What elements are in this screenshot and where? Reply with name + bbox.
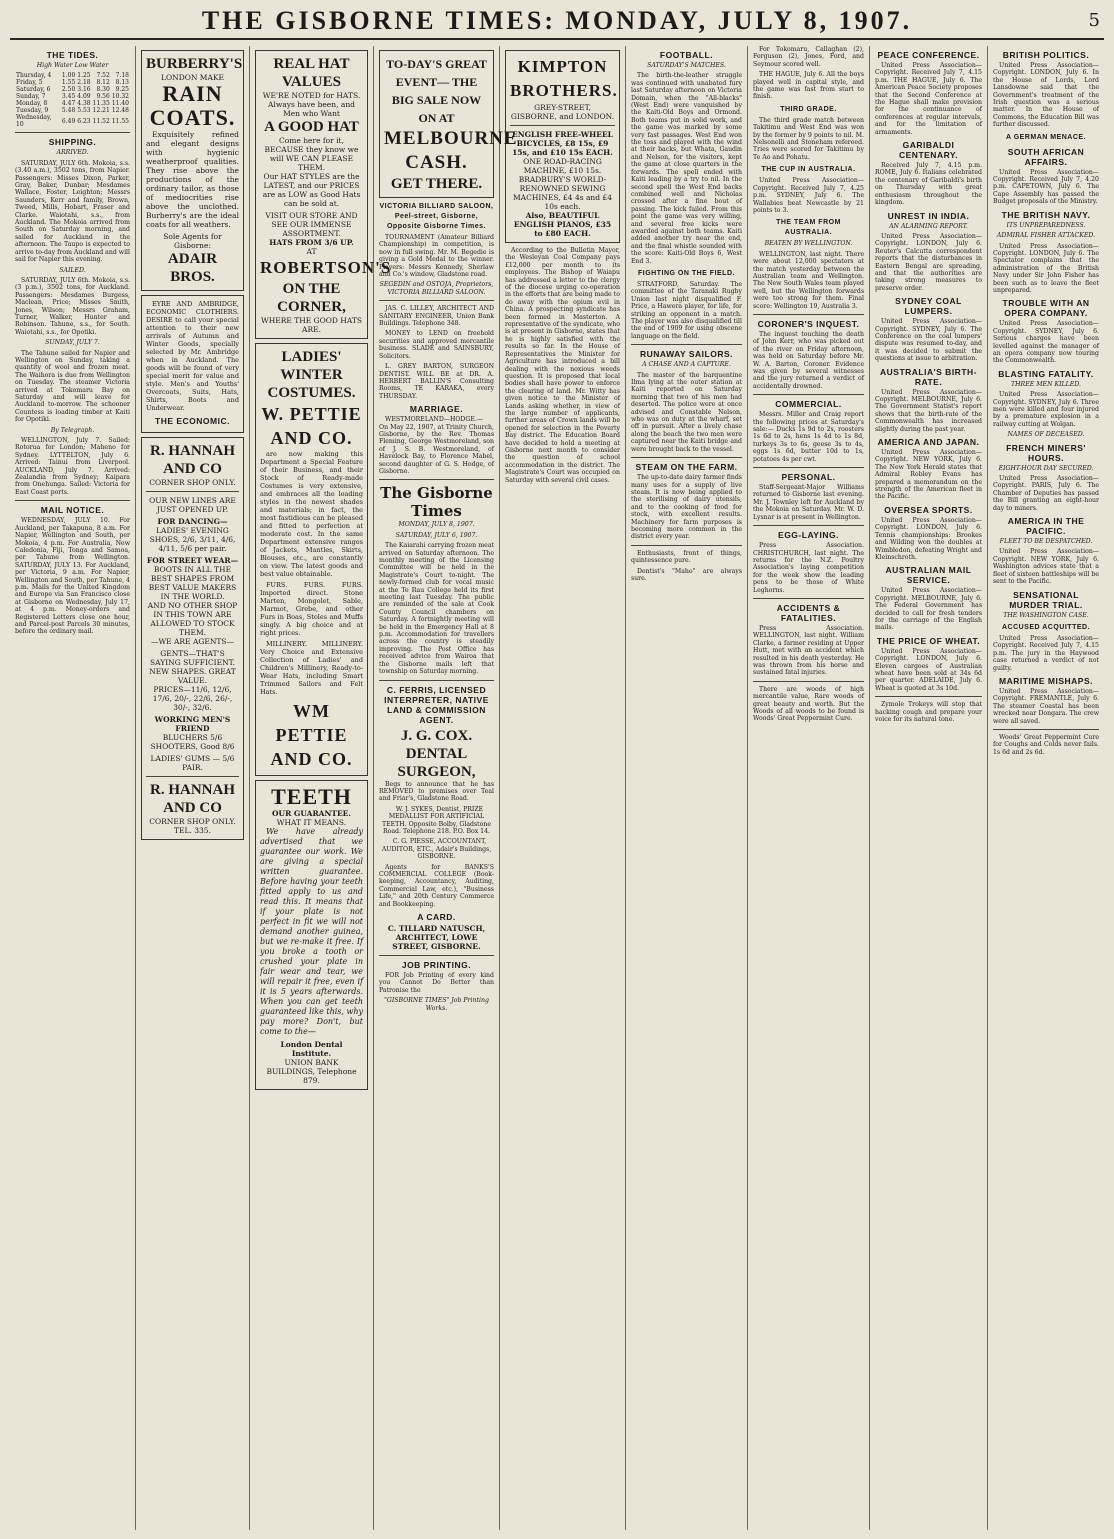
inquest-text: The inquest touching the death of John Kerr, who was picked out of the river on Friday afternoon, was held on Saturday before Mr. W. A. Barton, Coroner. Evidence was given by several witnesses and the jury returned a verdict of accidentally drowned. <box>753 330 864 390</box>
beaten-text: WELLINGTON, last night. There were about 12,000 spectators at the match yesterday between the Australian team and Wellington. The New South Wales team played well, but the Wellington forwards were too strong for them. Final score: Wellington 19, Australia 3. <box>753 250 864 310</box>
pianos-line: Also, BEAUTIFUL ENGLISH PIANOS, £35 to £80 EACH. <box>513 211 612 238</box>
fighting-text: STRATFORD, Saturday. The committee of the Taranaki Rugby Union last night disqualified F. Price, a Hawera player, for life, for striking an opponent in a match. The player was also disqualified till the end of 1909 for using obscene language on the field. <box>631 280 742 340</box>
melbourne-cash: MELBOURNE CASH. <box>384 128 518 173</box>
page-number: 5 <box>1088 10 1100 31</box>
piesse-ad: C. G. PIESSE, ACCOUNTANT, AUDITOR, ETC., Adair's Buildings, GISBORNE. <box>381 838 492 861</box>
jgcox-text: Begs to announce that he has REMOVED to premises over Teal and Friar's, Gladstone Road. <box>379 780 494 803</box>
economic-label: THE ECONOMIC. <box>155 416 230 426</box>
hannah-line: BLUCHERS 5/6 <box>162 733 223 742</box>
table-row: Friday, 5 1.55 2.18 8.12 8.13 <box>16 79 129 87</box>
hannah-line: LADIES' EVENING SHOES, 2/6, 3/11, 4/6, 4/11, 5/6 per pair. <box>149 526 236 553</box>
lilley-notice: JAS. C. LILLEY, ARCHITECT AND SANITARY ENGINEER, Union Bank Buildings. Telephone 348. <box>379 305 494 328</box>
times-title: The Gisborne Times <box>380 484 493 521</box>
hannah-subtitle: CORNER SHOP ONLY. <box>149 478 236 487</box>
teeth-title: TEETH <box>271 784 352 809</box>
maritime-heading: MARITIME MISHAPS. <box>999 675 1093 686</box>
hannah-line: FOR STREET WEAR— <box>146 556 239 565</box>
pacific-heading: AMERICA IN THE PACIFIC. <box>1007 516 1085 537</box>
card-heading: A CARD. <box>417 912 456 922</box>
sports-heading: OVERSEA SPORTS. <box>884 504 973 515</box>
barton-notice: L. GREY BARTON, SURGEON DENTIST. WILL BE at DR. A. HERBERT BALLIN'S Consulting Rooms, TE KARAKA, every THURSDAY. <box>379 363 494 400</box>
football-subheading: SATURDAY'S MATCHES. <box>647 62 726 69</box>
teeth-text: We have already advertised that we guarantee our work. We are giving a special written guarantee. Before having your teeth fitted apply to us and read this. It means that if your plate is not perfect in fit we will not demand another guinea, but we re-make it free. If you broke a tooth or crushed your plate in fair wear and tear, we will repair it free, even if it is 5 years afterwards. When you can get teeth guaranteed like this, why pay more? Don't, but come to the— <box>260 827 364 1036</box>
column-9 <box>988 46 1104 1530</box>
hats-line: WE'RE NOTED for HATS. Always have been, and Men who Want <box>262 91 361 118</box>
football-heading: FOOTBALL. <box>659 50 714 60</box>
peppermint-cure-ad: Woods' Great Peppermint Cure for Coughs and Colds never fails. 1s 6d and 2s 6d. <box>993 733 1099 756</box>
teeth-guarantee: OUR GUARANTEE. <box>272 809 351 818</box>
teeth-institute: London Dental Institute. <box>280 1040 343 1058</box>
enthusiast-line: Enthusiasts, front of things, quintessence pure. <box>631 549 742 565</box>
masthead <box>10 4 1104 40</box>
tides-subheading: High Water Low Water <box>36 62 109 69</box>
fighting-heading: FIGHTING ON THE FIELD. <box>638 269 735 277</box>
sunday-heading: SUNDAY, JULY 7. <box>45 339 100 347</box>
peace-text: United Press Association—Copyright. Received July 7, 4.15 p.m. THE HAGUE, July 6. The American Peace Society proposes that the Second Conference at the Hague shall make provision for the continuance of conferences at regular intervals, and for the limitation of armaments. <box>875 62 982 136</box>
runaway-heading: RUNAWAY SAILORS. <box>639 349 734 360</box>
birth-rate-heading: AUSTRALIA'S BIRTH-RATE. <box>880 366 977 387</box>
mail-notice-heading: MAIL NOTICE. <box>40 505 105 516</box>
lumpers-heading: SYDNEY COAL LUMPERS. <box>895 296 962 317</box>
south-africa-heading: SOUTH AFRICAN AFFAIRS. <box>1007 146 1085 167</box>
runaway-subheading: A CHASE AND A CAPTURE. <box>642 361 731 369</box>
saloon-heading: VICTORIA BILLIARD SALOON, Peel-street, Gisborne, Opposite Gisborne Times. <box>379 203 494 230</box>
egg-laying-heading: EGG-LAYING. <box>778 530 839 541</box>
arrived-text: SATURDAY, JULY 6th. Mokoia, s.s. (3.40 a.m.), 3502 tons, from Napier. Passengers: Misses Dixon, Parker, Gray, Baker, Dunbar; Mesdames Wallace, Foster, Leighton; Messrs Saunders, Kerr and family, Brown, Tweed, Mills, Hobart, Fraser and Clarke. Waiotahi, s.s., from Auckland. The Mokoia arrived from South on Saturday morning, and sailed for Auckland in the afternoon. The Taupo is expected to arrive to-day from Auckland and will sail for Napier this evening. <box>15 159 131 264</box>
america-japan-text: United Press Association—Copyright. NEW YORK, July 6. The New York Herald states that Admiral Robley Evans has prepared a memorandum on the strength of the American fleet in the Pacific. <box>875 449 982 501</box>
mail-service-text: United Press Association—Copyright. MELBOURNE, July 6. The Federal Government has decided to call for fresh tenders for the carriage of the English mails. <box>875 587 982 632</box>
saloon-text: TOURNAMENT (Amateur Billiard Championship) in competition, is now in full swing. Mr. M. Begedie is giving a Gold Medal to the winner. Players: Messrs Kennedy, Sherlaw and Co.'s window, Gladstone road. <box>379 234 494 279</box>
garibaldi-text: Received July 7, 4.15 p.m. ROME, July 6. Italians celebrated the centenary of Garibaldi's birth on Thursday with great enthusiasm throughout the kingdom. <box>875 162 982 207</box>
navy-subheading: ITS UNPREPAREDNESS. <box>1006 221 1086 229</box>
pettie-name-2: WM PETTIE AND CO. <box>270 701 353 769</box>
cup-text: United Press Association—Copyright. Received July 7, 4.25 p.m. SYDNEY, July 6. The Wallabies beat Newcastle by 21 points to 3. <box>753 177 864 214</box>
ladies-heading: LADIES' WINTER COSTUMES. <box>267 349 356 401</box>
commercial-heading: COMMERCIAL. <box>775 399 842 410</box>
burberry-agent: ADAIR BROS. <box>167 251 218 285</box>
marriage-text: WESTMORELAND—HODGE.— On May 22, 1907, at Trinity Church, Gisborne, by the Rev. Thomas Fleming, George Westmoreland, son of J. S. B. Westmoreland, of Havelock Bay, to Florence Mabel, second daughter of G. S. Hodge, of Gisborne. <box>379 416 494 475</box>
birth-rate-text: United Press Association—Copyright. MELBOURNE, July 6. The Government Statist's report shows that the birth-rate of the Commonwealth has increased slightly during the past year. <box>875 388 982 433</box>
hats-line: VISIT OUR STORE AND SEE OUR IMMENSE ASSORTMENT. <box>265 211 358 238</box>
hannah-ad <box>141 437 244 840</box>
accidents-text: Press Association. WELLINGTON, last night. William Clarke, a farmer residing at Upper Hutt, met with an accident which resulted in his death yesterday. He was thrown from his horse and sustained fatal injuries. <box>753 624 864 677</box>
job-printing-heading: JOB PRINTING. <box>401 960 472 970</box>
steam-heading: STEAM ON THE FARM. <box>635 462 738 473</box>
column-7 <box>748 46 870 1530</box>
hats-ad <box>255 50 392 339</box>
ferris-ad: C. FERRIS, LICENSED INTERPRETER, NATIVE LAND & COMMISSION AGENT. <box>384 684 489 725</box>
burberry-agent-label: Sole Agents for Gisborne: <box>163 232 222 250</box>
burberry-subtitle: LONDON MAKE <box>161 73 224 82</box>
egg-laying-text: Press Association. CHRISTCHURCH, last night. The returns for the N.Z. Poultry Association's laying competition for the week show the leading pens to be those of White Leghorns. <box>753 542 864 594</box>
kimpton-title: KIMPTON BROTHERS. <box>510 57 618 100</box>
hannah-line: OUR NEW LINES ARE JUST OPENED UP. <box>149 496 236 514</box>
maritime-text: United Press Association—Copyright. FREMANTLE, July 6. The steamer Coastal has been wrecked near Dongara. The crew were all saved. <box>993 687 1099 725</box>
mail-service-heading: AUSTRALIAN MAIL SERVICE. <box>885 565 972 586</box>
personal-text: Staff-Sergeant-Major Williams returned to Gisborne last evening. Mr. J. Townley left for Auckland by the Mokoia on Saturday. Mr. W. D. Lysnar is at present in Wellington. <box>753 484 864 521</box>
blasting-heading: BLASTING FATALITY. <box>998 368 1094 379</box>
column-4 <box>374 46 518 1530</box>
column-2 <box>136 46 250 1530</box>
opera-text: United Press Association—Copyright. SYDNEY, July 6. Serious charges have been levelled against the manager of an opera company now touring the Commonwealth. <box>993 320 1099 365</box>
hats-line: A GOOD HAT <box>264 119 359 135</box>
hannah-line: SHOOTERS, Good 8/6 <box>150 742 235 751</box>
telegraph-text: WELLINGTON, July 7. Sailed: Rotorua for London; Maheno for Sydney. LYTTELTON, July 6. Arrived: Tainui from Liverpool. AUCKLAND, July 7. Arrived: Zealandia from Sydney; Kaipara from Onehunga. Sailed: Victoria for East Coast ports. <box>15 437 130 496</box>
steam-text: The up-to-date dairy farmer finds many uses for a supply of live steam. It is now being applied to the sterilising of dairy utensils, and to the cooking of food for stock, with excellent results. Machinery for farm purposes is becoming more common in the district every year. <box>631 474 742 541</box>
teeth-address: UNION BANK BUILDINGS, Telephone 879. <box>266 1058 357 1085</box>
garibaldi-heading: GARIBALDI CENTENARY. <box>899 140 958 161</box>
runaway-text: The master of the barquentine Ilma lying at the outer station at Kaiti reported on Saturday morning that two of his men had deserted. The police were at once advised and Constable Nelson, who was on duty at the wharf, set off in pursuit. After a lively chase along the beach the two men were captured near the Kaiti bridge and were brought back to the vessel. <box>631 371 742 453</box>
racing-line: ONE ROAD-RACING MACHINE, £10 15s. <box>523 157 602 175</box>
commercial-text: Messrs. Miller and Craig report the following prices at Saturday's sale:— Ducks 1s 9d to 2s, roosters 1s 6d to 2s, hens 1s 4d to 1s 8d, turkeys 3s to 6s, geese 3s to 4s, eggs 1s 6d, butter 10d to 1s, potatoes 4s per cwt. <box>753 411 864 463</box>
hats-line: Come here for it, BECAUSE they know we will WE CAN PLEASE THEM. <box>264 136 359 172</box>
telegraph-heading: By Telegraph. <box>50 426 95 434</box>
blasting-subheading: THREE MEN KILLED. <box>1011 380 1081 388</box>
furs-text: FURS. FURS. FURS. Imported direct. Stone Marten, Mongolet, Sable, Marmot, Grebe, and other Furs in Boas, Stoles and Muffs singly. A big choice and at right prices. <box>260 581 363 637</box>
jgcox-title: J. G. COX. DENTAL SURGEON, <box>397 727 476 780</box>
hannah-title-2: R. HANNAH AND CO <box>150 782 235 816</box>
column-6 <box>626 46 748 1530</box>
sports-text: United Press Association—Copyright. LONDON, July 6. Tennis championships: Brookes and Wilding won the doubles at Wimbledon, defeating Wright and Kleinschroth. <box>875 516 982 561</box>
hannah-line: FOR DANCING— <box>157 517 228 526</box>
kimpton-ad <box>505 50 620 243</box>
unrest-subheading: AN ALARMING REPORT. <box>889 222 968 230</box>
peace-heading: PEACE CONFERENCE. <box>877 50 980 60</box>
team-heading: THE TEAM FROM AUSTRALIA. <box>776 219 841 237</box>
times-date: MONDAY, JULY 8, 1907. <box>398 521 475 529</box>
admiral-text: United Press Association—Copyright. LONDON, July 6. The Spectator complains that the administration of the British Navy under Sir John Fisher has been such as to leave the fleet unprepared. <box>993 242 1099 294</box>
deceased-heading: NAMES OF DECEASED. <box>1007 431 1085 439</box>
hannah-title: R. HANNAH AND CO <box>150 443 235 477</box>
football-text: The birth-the-leather struggle was continued with unabated fury last Saturday afternoon on Victoria Domain, when the "All-blacks" (West End) were vanquished by the Kaiti-Old Boys and Ormond. Both teams put in solid work, and the game was marked by some very fast passages. West End won the toss and played with the wind at their backs, but Whata, Gaudin and Nelson, for the visitors, kept the game at close quarters in the forwards. The spell ended with Kaiti leading by a try to nil. In the second spell the West End backs combined well and Nicholas crossed after a fine bout of passing. The kick failed. From this point the game was very willing, and several free kicks were awarded against both teams. Kaiti added another try near the end, and the final whistle sounded with the score: Kaiti-Old Boys 6, West End 3. <box>631 72 742 265</box>
pettie-ad <box>255 343 368 776</box>
hannah-line: LADIES' GUMS — 5/6 PAIR. <box>150 754 235 772</box>
admiral-heading: ADMIRAL FISHER ATTACKED. <box>996 232 1096 240</box>
shipping-heading: SHIPPING. <box>48 137 97 148</box>
column-8 <box>870 46 988 1530</box>
kimpton-subtitle: GREY-STREET, GISBORNE, and LONDON. <box>510 103 615 121</box>
eyre-ambridge-ad <box>141 295 244 433</box>
wheat-heading: THE PRICE OF WHEAT. <box>876 635 981 646</box>
beaten-heading: BEATEN BY WELLINGTON. <box>764 240 853 248</box>
hannah-line: —WE ARE AGENTS— <box>150 637 235 646</box>
news-paragraphs: According to the Bulletin Mayor, the Wesleyan Coal Company pays £12,000 per month to its employees. The Bishop of Waiapu has addressed a letter to the clergy of the diocese urging co-operation in the efforts that are being made to do away with the opium evil in China. A prospecting syndicate has been formed in Masterton. A representative of the syndicate, who is at present in Gisborne, states that he is highly satisfied with the results so far. In the House of Representatives the Minister for Agriculture has introduced a bill dealing with the noxious weeds question. It is proposed that local bodies shall have power to enforce the clearing of land. Mr. Witty has given notice to the Minister of Lands asking whether, in view of the large number of applicants, further areas of Crown lands will be opened for selection in the Poverty Bay district. The Education Board have decided to hold a meeting at Gisborne next month to consider the question of school accommodation in the district. The Magistrate's Court was occupied on Saturday with several civil cases. <box>505 247 620 484</box>
tides-table <box>15 72 130 128</box>
pettie-text: are now making this Department a Special Feature of their Business, and their Stock of Ready-made Costumes is very extensive, and embraces all the leading styles in the newest shades and materials; in fact, the most fastidious can be pleased and fitted to perfection at moderate cost. In the same Department extensive ranges of Jackets, Mantles, Skirts, Blouses, etc., are constantly on view. The latest goods and best value obtainable. <box>260 450 363 578</box>
job-printing-office: "GISBORNE TIMES" Job Printing Works. <box>384 997 489 1012</box>
page-title: THE GISBORNE TIMES: MONDAY, JULY 8, 1907. <box>201 6 913 35</box>
unrest-text: United Press Association—Copyright. LONDON, July 6. Reuter's Calcutta correspondent reports that the disturbances in Eastern Bengal are spreading, and that the authorities are taking strong measures to preserve order. <box>875 232 982 292</box>
british-politics-heading: BRITISH POLITICS. <box>1002 50 1090 60</box>
hannah-line: WORKING MEN'S FRIEND <box>154 715 231 733</box>
hats-line: AT <box>306 247 317 256</box>
robertsons-name: ROBERTSON'S <box>260 258 392 277</box>
sunday-text: The Tahune sailed for Napier and Wellington on Sunday, taking a quantity of wool and frozen meat. The Waihora is due from Wellington on Tuesday. The steamer Victoria arrived at Tokomaru Bay on Saturday and will leave for Auckland to-morrow. The schooner Countess is loading timber at Kaiti for Opotiki. <box>15 349 130 424</box>
personal-heading: PERSONAL. <box>781 472 836 483</box>
editorial-text: The Kaiarahi carrying frozen meat arrived on Saturday afternoon. The monthly meeting of the Licensing Committee will be held in the Magistrate's Court to-night. The newly-formed club for vocal music at the Te Rau College held its first meeting last Tuesday. The public are reminded of the sale at Cook County Council chambers on Saturday. A fortnightly meeting will be held in the Emergency Hall at 8 p.m. Accommodation for travellers across the country is steadily improving. The Post Office has received advice from Wairoa that the Gisborne mails left that township on Saturday morning. <box>379 542 494 676</box>
acquitted-heading: ACCUSED ACQUITTED. <box>1001 623 1091 631</box>
hannah-line: BOOTS IN ALL THE BEST SHAPES FROM BEST VALUE MAKERS IN THE WORLD. <box>148 565 237 601</box>
millinery-text: MILLINERY. MILLINERY. Very Choice and Extensive Collection of Ladies' and Children's Millinery, Ready-to-Wear Hats, including Smart Trimmed Sailors and Felt Hats. <box>260 640 363 696</box>
burberry-title: BURBERRY'S <box>146 56 243 72</box>
column-1 <box>10 46 136 1530</box>
table-row: Sunday, 7 3.45 4.09 9.56 10.32 <box>16 93 129 101</box>
times-date-2: SATURDAY, JULY 6, 1907. <box>395 531 478 539</box>
corner-subtitle: WHERE THE GOOD HATS ARE. <box>260 316 362 334</box>
wheat-text: United Press Association—Copyright. LONDON, July 6. Eleven cargoes of Australian wheat have been sold at 34s 6d per quarter. ADELAIDE, July 6. Wheat is quoted at 3s 10d. <box>875 647 982 692</box>
third-grade-heading: THIRD GRADE. <box>780 105 837 113</box>
navy-heading: THE BRITISH NAVY. <box>1001 209 1091 220</box>
hannah-telephone: TEL. 335. <box>174 826 211 835</box>
british-politics-text: United Press Association—Copyright. LONDON, July 6. In the House of Lords, Lord Lansdowne said that the Government's treatment of the Irish question was a serious matter. In the House of Commons, the Education Bill was further discussed. <box>993 62 1099 129</box>
opera-heading: TROUBLE WITH AN OPERA COMPANY. <box>1002 298 1090 319</box>
today-event: TO-DAY'S GREAT EVENT— THE BIG SALE NOW ON AT <box>386 57 487 125</box>
sailed-heading: SAILED. <box>59 266 86 274</box>
job-printing-text: FOR Job Printing of every kind you Cannot Do Better than Patronise the <box>379 972 494 994</box>
maho-line: Dentist's "Maho" are always sure. <box>631 567 742 582</box>
money-notice: MONEY to LEND on freehold securities and approved mercantile business. SLADE and SAINSBURY, Solicitors. <box>379 330 494 360</box>
saloon-proprietor: SEGEDIN and OSTOJA, Proprietors, VICTORIA BILLIARD SALOON. <box>379 281 494 296</box>
german-menace-heading: A GERMAN MENACE. <box>1005 133 1087 141</box>
tokomaru-text: For Tokomaru, Callaghan (2), Ferguson (2), Jones, Ford, and Seymour scored well. <box>753 46 864 68</box>
tides-heading: THE TIDES. <box>46 50 99 60</box>
hannah-line: PRICES—11/6, 12/6, 17/6, 20/-, 22/6, 26/-, 30/-, 32/6. <box>152 685 233 712</box>
pacific-subheading: FLEET TO BE DESPATCHED. <box>999 538 1093 546</box>
hats-line: HATS FROM 3/6 UP. <box>269 238 354 247</box>
table-row: Thursday, 4 1.00 1.25 7.52 7.18 <box>16 72 129 80</box>
blasting-text: United Press Association—Copyright. SYDNEY, July 6. Three men were killed and four injured by a premature explosion in a railway cutting at Wolgan. <box>993 391 1099 428</box>
get-there: GET THERE. <box>390 176 483 192</box>
burberry-ad <box>141 50 244 291</box>
miners-heading: FRENCH MINERS' HOURS. <box>1006 442 1086 463</box>
sykes-ad: W. J. SYKES, Dentist, PRIZE MEDALLIST FOR ARTIFICIAL TEETH. Opposite Bolby, Gladstone Road. Telephone 218. P.O. Box 14. <box>381 805 492 835</box>
pettie-name: W. PETTIE AND CO. <box>261 404 362 448</box>
arrived-heading: ARRIVED. <box>56 149 89 157</box>
sailed-text: SATURDAY, JULY 6th. Mokoia, s.s. (3 p.m.), 3502 tons, for Auckland. Passengers: Mesdames Burgess, Maclean, Price; Misses Smith, Jones, Wilson; Messrs Graham, Turner, Walker, Hunter and Robinson. Tahune, s.s., for South. Waiotahi, s.s., for Opotiki. <box>15 276 130 336</box>
hannah-line: AND NO OTHER SHOP IN THIS TOWN ARE ALLOWED TO STOCK THEM. <box>147 601 238 637</box>
table-row: Tuesday, 9 5.48 5.53 12.21 12.48 <box>16 107 129 115</box>
lumpers-text: United Press Association—Copyright. SYDNEY, July 6. The Conference on the coal lumpers' dispute was resumed to-day, and it was decided to submit the questions at issue to arbitration. <box>875 318 982 363</box>
melbourne-cash-ad <box>379 50 518 198</box>
south-africa-text: United Press Association—Copyright. Received July 7, 4.20 p.m. CAPETOWN, July 6. The Cape Assembly has passed the Budget proposals of the Ministry. <box>993 168 1099 206</box>
bradbury-line: BRADBURY'S WORLD-RENOWNED SEWING MACHINES, £4 4s and £4 10s each. <box>513 175 612 211</box>
agents-text: Agents for BANKS'S COMMERCIAL COLLEGE (Book-keeping, Accountancy, Auditing, Commercial Law, etc.), "Business Life," and 20th Century Commerce and Bookkeeping. <box>379 863 494 908</box>
miners-text: United Press Association—Copyright. PARIS, July 6. The Chamber of Deputies has passed the Bill granting an eight-hour day to miners. <box>993 475 1099 512</box>
mail-notice-text: WEDNESDAY, JULY 10. For Auckland, per Takapuna, 8 a.m. For Napier, Wellington and South, per Mokoia, 4 p.m. For Australia, New Caledonia, Fiji, Tonga and Samoa, per Tahune from Wellington. SATURDAY, JULY 13. For Auckland, per Victoria, 9 a.m. For Napier, Wellington and South, per Tahune, 4 p.m. Mails for the United Kingdom and Europe via San Francisco close at Gisborne on Wednesday, July 17, at 4 p.m. Money-orders and Registered Letters close one hour, and Parcel-post Parcels 30 minutes, before the ordinary mail. <box>15 517 130 636</box>
hats-title: REAL HAT VALUES <box>273 56 350 90</box>
hats-line: Our HAT STYLES are the LATEST, and our PRICES are as LOW as Good Hats can be sold at. <box>262 172 361 208</box>
hague-text: THE HAGUE, July 6. All the boys played well in capital style, and the game was fast from start to finish. <box>753 71 864 101</box>
miners-subheading: EIGHT-HOUR DAY SECURED. <box>998 464 1094 472</box>
eyre-ambridge-text: EYRE AND AMBRIDGE, ECONOMIC CLOTHIERS. DESIRE to call your special attention to their new arrivals of Autumn and Winter Goods, specially selected by Mr. Ambridge when in Auckland. The goods will be found of very special merit for value and style. Men's and Youths' Overcoats, Suits, Hats, Shirts, Boots and Underwear. <box>146 300 239 412</box>
accidents-heading: ACCIDENTS & FATALITIES. <box>776 602 841 623</box>
hannah-line: GENTS—THAT'S SAYING SUFFICIENT. <box>150 649 235 667</box>
inquest-heading: CORONER'S INQUEST. <box>757 318 860 329</box>
tillard-ad: C. TILLARD NATUSCH, ARCHITECT, LOWE STREET, GISBORNE. <box>387 924 486 951</box>
murder-heading: SENSATIONAL MURDER TRIAL. <box>1009 589 1083 610</box>
marriage-heading: MARRIAGE. <box>409 404 464 415</box>
pacific-text: United Press Association—Copyright. NEW YORK, July 6. Washington advices state that a fleet of sixteen battleships will be sent to the Pacific. <box>993 548 1099 586</box>
table-row: Saturday, 6 2.50 3.16 8.30 9.25 <box>16 86 129 94</box>
table-row: Monday, 8 4.47 4.38 11.35 11.40 <box>16 100 129 108</box>
hannah-subtitle-2: CORNER SHOP ONLY. <box>149 817 236 826</box>
bicycles-line: ENGLISH FREE-WHEEL BICYCLES, £8 15s, £9 15s, and £10 15s EACH. <box>512 130 613 157</box>
column-5 <box>500 46 626 1530</box>
third-grade-text: The third grade match between Takitimu and West End was won by the former by 9 points to nil. M. Nelsonelli and Stoneham refereed. Tries were scored for Takitimu by Te Ao and Pohatu. <box>753 116 864 161</box>
woods-ad-text: There are woods of high mercantile value, Rare woods of great beauty and worth. But the Woods of all woods to be found is Woods' Great Peppermint Cure. <box>753 685 864 723</box>
table-row: Wednesday, 10 6.49 6.23 11.52 11.55 <box>16 114 129 129</box>
teeth-means: WHAT IT MEANS. <box>276 818 347 827</box>
teeth-ad <box>255 780 368 1090</box>
corner-label: ON THE CORNER, <box>277 281 346 315</box>
column-3 <box>250 46 392 1530</box>
hannah-line: NEW SHAPES. GREAT VALUE. <box>149 667 236 685</box>
unrest-heading: UNREST IN INDIA. <box>887 210 970 221</box>
cup-heading: THE CUP IN AUSTRALIA. <box>761 166 856 174</box>
zymole-ad: Zymole Trokeys will stop that hacking cough and prepare your voice for its natural tone. <box>875 701 982 723</box>
burberry-text: Exquisitely refined and elegant designs with hygienic weatherproof qualities. They rise above the productions of the ordinary tailor, as those of mediocrities rise above the unclothed. Burberry's are the ideal coats for all weathers. <box>146 130 239 229</box>
burberry-main: RAIN COATS. <box>149 81 236 130</box>
america-japan-heading: AMERICA AND JAPAN. <box>877 437 980 448</box>
acquitted-text: United Press Association—Copyright. Received July 7, 4.15 p.m. The jury in the Haywood case returned a verdict of not guilty. <box>993 634 1099 672</box>
murder-subheading: THE WASHINGTON CASE. <box>1003 611 1089 619</box>
